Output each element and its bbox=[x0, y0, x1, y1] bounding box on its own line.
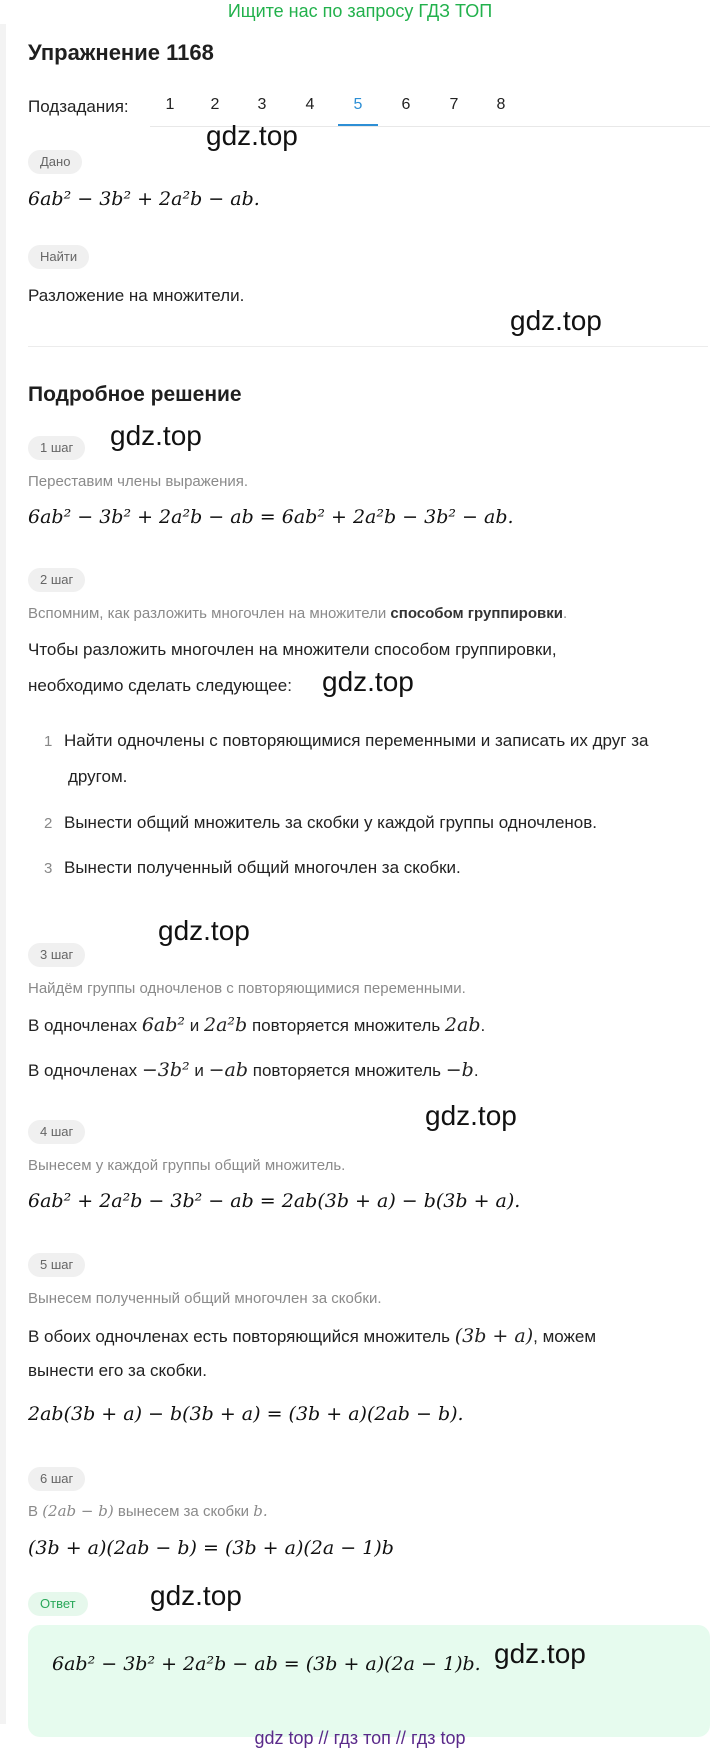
watermark: gdz.top bbox=[322, 666, 414, 697]
step-5-hint: Вынесем полученный общий многочлен за скобки. bbox=[28, 1290, 382, 1307]
list-item-3: Вынести полученный общий многочлен за скобки. bbox=[64, 858, 461, 877]
tab-5[interactable]: 5 bbox=[353, 96, 363, 113]
left-gutter bbox=[0, 24, 6, 1724]
footer-link-gdz-top[interactable]: gdz top bbox=[254, 1728, 314, 1748]
step-5-line-2: вынести его за скобки. bbox=[28, 1361, 208, 1380]
step-1-chip: 1 шаг bbox=[28, 436, 85, 460]
step-6-math: (3b + a)(2ab − b) = (3b + a)(2a − 1)b bbox=[28, 1537, 394, 1559]
solution-title: Подробное решение bbox=[28, 383, 242, 406]
watermark: gdz.top bbox=[494, 1638, 586, 1669]
tab-4[interactable]: 4 bbox=[305, 96, 315, 113]
page-title: Упражнение 1168 bbox=[28, 40, 214, 65]
step-5-chip: 5 шаг bbox=[28, 1253, 85, 1277]
step-3-chip: 3 шаг bbox=[28, 943, 85, 967]
list-number: 2 bbox=[44, 815, 53, 832]
watermark: gdz.top bbox=[110, 420, 202, 451]
find-text: Разложение на множители. bbox=[28, 286, 245, 305]
step-4-hint: Вынесем у каждой группы общий множитель. bbox=[28, 1157, 346, 1174]
watermark: gdz.top bbox=[510, 305, 602, 336]
divider bbox=[28, 346, 708, 347]
step-2-hint: Вспомним, как разложить многочлен на множители способом группировки. bbox=[28, 605, 568, 622]
step-3-hint: Найдём группы одночленов с повторяющимися переменными. bbox=[28, 980, 466, 997]
step-5-line-1: В обоих одночленах есть повторяющийся множитель (3b + a), можем bbox=[28, 1325, 597, 1347]
step-1-hint: Переставим члены выражения. bbox=[28, 473, 249, 490]
watermark: gdz.top bbox=[425, 1100, 517, 1131]
watermark: gdz.top bbox=[158, 915, 250, 946]
tab-3[interactable]: 3 bbox=[257, 96, 267, 113]
footer-separator: // bbox=[318, 1728, 329, 1748]
find-chip: Найти bbox=[28, 245, 89, 269]
step-2-line-2: необходимо сделать следующее: bbox=[28, 676, 292, 695]
footer-link-gdz-top-mixed[interactable]: гдз top bbox=[410, 1728, 466, 1748]
active-tab-indicator bbox=[338, 124, 378, 126]
list-item-1-line-1: Найти одночлены с повторяющимися переменными и записать их друг за bbox=[64, 731, 649, 750]
step-4-math: 6ab² + 2a²b − 3b² − ab = 2ab(3b + a) − b(3b + a). bbox=[28, 1190, 521, 1212]
step-4-chip: 4 шаг bbox=[28, 1120, 85, 1144]
step-6-chip: 6 шаг bbox=[28, 1467, 85, 1491]
answer-math: 6ab² − 3b² + 2a²b − ab = (3b + a)(2a − 1)b. bbox=[52, 1653, 481, 1675]
tab-1[interactable]: 1 bbox=[165, 96, 175, 113]
step-2-chip: 2 шаг bbox=[28, 568, 85, 592]
given-expression: 6ab² − 3b² + 2a²b − ab. bbox=[28, 188, 260, 210]
footer-link-gdz-top-ru[interactable]: гдз топ bbox=[333, 1728, 391, 1748]
answer-box bbox=[28, 1625, 710, 1737]
tab-8[interactable]: 8 bbox=[496, 96, 506, 113]
step-6-hint: В (2ab − b) вынесем за скобки b. bbox=[28, 1502, 268, 1520]
top-banner[interactable]: Ищите нас по запросу ГДЗ ТОП bbox=[227, 1, 493, 21]
list-item-1-line-2: другом. bbox=[68, 767, 128, 786]
step-5-math: 2ab(3b + a) − b(3b + a) = (3b + a)(2ab − b). bbox=[28, 1403, 464, 1425]
tab-6[interactable]: 6 bbox=[401, 96, 411, 113]
list-number: 1 bbox=[44, 733, 53, 750]
step-3-line-1: В одночленах 6ab² и 2a²b повторяется множитель 2ab. bbox=[28, 1014, 486, 1036]
watermark: gdz.top bbox=[150, 1580, 242, 1611]
subtasks-label: Подзадания: bbox=[28, 97, 129, 116]
tab-2[interactable]: 2 bbox=[210, 96, 220, 113]
step-2-line-1: Чтобы разложить многочлен на множители способом группировки, bbox=[28, 640, 557, 659]
list-item-2: Вынести общий множитель за скобки у каждой группы одночленов. bbox=[64, 813, 598, 832]
footer-links bbox=[0, 1728, 720, 1749]
list-number: 3 bbox=[44, 860, 53, 877]
watermark: gdz.top bbox=[206, 120, 298, 151]
tab-7[interactable]: 7 bbox=[449, 96, 459, 113]
footer-separator: // bbox=[395, 1728, 406, 1748]
step-1-math: 6ab² − 3b² + 2a²b − ab = 6ab² + 2a²b − 3b² − ab. bbox=[28, 506, 514, 528]
given-chip: Дано bbox=[28, 150, 82, 174]
answer-chip: Ответ bbox=[28, 1592, 88, 1616]
step-3-line-2: В одночленах −3b² и −ab повторяется множитель −b. bbox=[28, 1059, 479, 1081]
